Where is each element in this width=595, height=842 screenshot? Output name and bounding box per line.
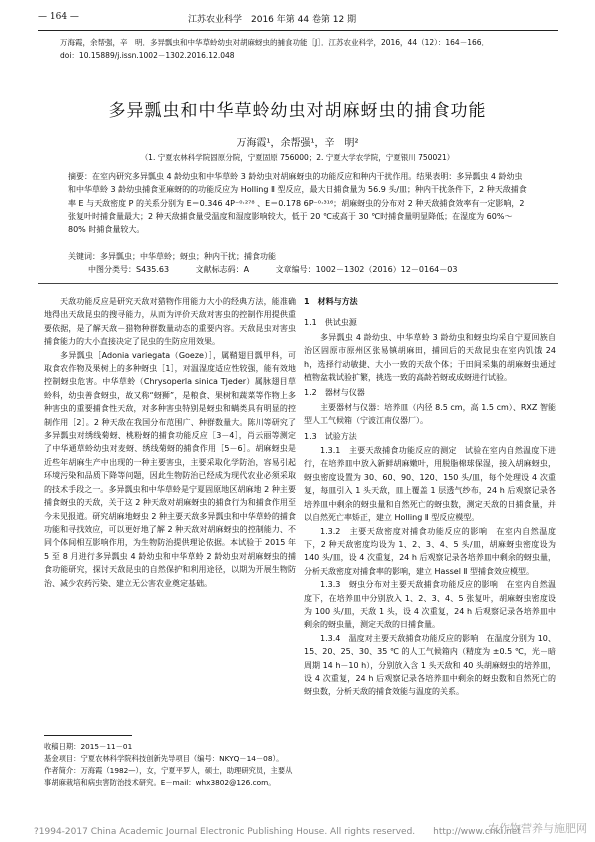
journal-line: 江苏农业科学 2016 年第 44 卷第 12 期 [188, 15, 357, 25]
watermark-text: 农作物营养与施肥网 [488, 822, 587, 835]
received-date: 收稿日期：2015－11－01 [44, 742, 133, 751]
right-column [304, 295, 556, 699]
header-rule [38, 30, 558, 31]
article-title: 多异瓢虫和中华草蛉幼虫对胡麻蚜虫的捕食功能 [108, 101, 487, 121]
body-paragraph: 多异瓢虫［Adonia variegata（Goeze）］，属鞘翅目瓢甲科，可取食农作物及果树上的多种蚜虫［1］，对温湿度适应性较强，能有效地控制蚜虫危害。中华草蛉（Chrysoperla sinica Tjeder）属脉翅目草蛉科，幼虫善食蚜虫，故又称“蚜狮”，是粮食、果树和蔬菜等作物上多种害虫的重要捕食性天敌，对多种害虫特别是蚜虫和螨类具有明显的控制作用［2］。2 种天敌在我国分布范围广、种群数量大。陈川等研究了多异瓢虫对绣线菊蚜、桃粉蚜的捕食功能反应［3－4］，肖云丽等测定了中华通草蛉幼虫对麦蚜、绣线菊蚜的捕食作用［5－6］。胡麻蚜虫是近些年胡麻生产中出现的一种主要害虫，主要采取化学防治，容易引起环境污染和品质下降等问题，因此生物防治已经成为现代农业必须采取的技术手段之一。多异瓢虫和中华草蛉是宁夏固原地区胡麻地 2 种主要捕食蚜虫的天敌，关于这 2 种天敌对胡麻蚜虫的捕食行为和捕食作用至今未见报道。研究胡麻地蚜虫 2 种主要天敌多异瓢虫和中华草蛉的捕食功能和寻找效应，可以更好地了解 2 种天敌对胡麻蚜虫的控制能力、不同个体间相互影响作用，为生物防治提供理论依据。本试验于 2015 年 5 至 8 月进行多异瓢虫 4 龄幼虫和中华草蛉 2 龄幼虫对胡麻蚜虫的捕食功能研究，探讨天敌昆虫的自然保护和利用途径，以期为开展生物防治、减少农药污染、建立无公害农业奠定基础。 [44, 350, 296, 588]
subsection-heading: 1.1 供试虫源 [304, 318, 357, 328]
keywords: 关键词：多异瓢虫；中华草蛉；蚜虫；种内干扰；捕食功能 [68, 252, 276, 261]
abstract: 摘要：在室内研究多异瓢虫 4 龄幼虫和中华草蛉 3 龄幼虫对胡麻蚜虫的功能反应和种内干扰作用。结果表明：多异瓢虫 4 龄幼虫和中华草蛉 3 龄幼虫捕食亚麻蚜的的功能反应为 Holling Ⅱ 型反应，最大日捕食量为 56.9 头/皿；种内干扰条件下，2 种天敌捕食率 E 与天敌密度 P 的关系分别为 E＝0.346 4P⁻⁰·²⁷⁸ 、E＝0.178 6P⁻⁰·³¹⁶；胡麻蚜虫的分布对 2 种天敌捕食效率有一定影响，2 张复叶时捕食量最大；2 种天敌捕食量受温度和湿度影响较大，低于 20 ℃或高于 30 ℃时捕食量明显降低；在湿度为 60%～80% 时捕食量较大。 [68, 172, 527, 235]
body-paragraph: 多异瓢虫 4 龄幼虫、中华草蛉 3 龄幼虫和蚜虫均采自宁夏回族自治区固原市原州区张易镇胡麻田，捕回后的天敌昆虫在室内饥饿 24 h，选择行动敏捷、大小一致的天敌个体；于田间采集的胡麻蚜虫通过植物盆栽试验扩繁，挑选一致的高龄若蚜或成蚜进行试验。 [304, 332, 556, 383]
fund-info: 基金项目：宁夏农林科学院科技创新先导项目（编号：NKYQ－14－08）。 [44, 754, 284, 763]
affiliation: （1. 宁夏农林科学院固原分院，宁夏固原 756000；2. 宁夏大学农学院，宁夏银川 750021） [140, 153, 455, 162]
subsection-heading: 1.2 器材与仪器 [304, 388, 365, 398]
citation-block [60, 36, 560, 62]
classification-line [88, 264, 548, 275]
footnote-rule [44, 735, 132, 736]
body-paragraph: 1.3.3 蚜虫分布对主要天敌捕食功能反应的影响 在室内自然温度下，在培养皿中分别放入 1、2、3、4、5 张复叶，胡麻蚜虫密度设为 100 头/皿，天敌 1 头，设 4 次重复，24 h 后观察记录各培养皿中剩余的蚜虫量，测定天敌的日捕食量。 [304, 580, 556, 630]
running-header [38, 10, 558, 26]
body-paragraph: 1.3.1 主要天敌捕食功能反应的测定 试验在室内自然温度下进行，在培养皿中放入新鲜胡麻嫩叶，用脱脂棉球保湿，接入胡麻蚜虫，蚜虫密度设置为 30、60、90、120、150 头/皿，每个处理设 4 次重复，每皿引入 1 头天敌，皿上覆盖 1 层透气纱布，24 h 后观察记录各培养皿中剩余的蚜虫量和自然死亡的蚜虫数，测定天敌的日捕食量，并以自然死亡率矫正，建立 Holling Ⅱ 型反应模型。 [304, 446, 556, 523]
subsection-heading: 1.3 试验方法 [304, 431, 357, 441]
section-heading: 1 材料与方法 [304, 297, 358, 306]
footnote-block [44, 741, 296, 789]
clc-number: 中图分类号：S435.63 [88, 265, 170, 274]
author-bio: 作者简介：万海霞（1982—），女，宁夏平罗人，硕士，助理研究员，主要从事胡麻栽培和病虫害防治技术研究。E－mail：whx3802@126.com。 [44, 766, 293, 787]
section-divider [38, 283, 558, 284]
body-paragraph: 1.3.4 温度对主要天敌捕食功能反应的影响 在温度分别为 10、15、20、25、30、35 ℃ 的人工气候箱内（精度为 ±0.5 ℃，光－暗周期 14 h－10 h），分别放入含 1 头天敌和 40 头胡麻蚜虫的培养皿，设 4 次重复，24 h 后观察记录各培养皿中剩余的蚜虫数和自然死亡的蚜虫数，分析天敌的捕食效能与温度的关系。 [304, 633, 556, 697]
body-paragraph: 1.3.2 主要天敌密度对捕食功能反应的影响 在室内自然温度下，2 种天敌密度均设为 1、2、3、4、5 头/皿，胡麻蚜虫密度设为 140 头/皿，设 4 次重复，24 h 后观察记录各培养皿中剩余的蚜虫量，分析天敌密度对捕食率的影响，建立 Hassel Ⅱ 型捕食效应模型。 [304, 526, 556, 576]
body-paragraph: 天敌功能反应是研究天敌对猎物作用能力大小的经典方法，能准确地得出天敌昆虫的搜寻能力，从而为评价天敌对害虫的控制作用提供重要依据，是了解天敌－猎物种群数量动态的重要内容。天敌昆虫对害虫捕食能力的大小直接决定了昆虫的生防应用效果。 [44, 297, 296, 347]
body-paragraph: 主要器材与仪器：培养皿（内径 8.5 cm，高 1.5 cm）、RXZ 智能型人工气候箱（宁波江南仪器厂）。 [304, 402, 556, 426]
document-code: 文献标志码：A [195, 265, 250, 274]
page-number: — 164 — [38, 12, 79, 22]
doi-line: doi：10.15889/j.issn.1002－1302.2016.12.048 [60, 51, 235, 60]
author-list: 万海霞¹，余帮强¹，辛 明² [236, 138, 359, 149]
page-footer [0, 818, 595, 838]
citation-line: 万海霞，余帮强，辛 明．多异瓢虫和中华草蛉幼虫对胡麻蚜虫的捕食功能［J］．江苏农业科学，2016，44（12）：164－166． [60, 38, 490, 47]
copyright-line: ?1994-2017 China Academic Journal Electronic Publishing House. All rights reserved. http://www.cnki.net [34, 827, 521, 837]
article-number: 文章编号：1002－1302（2016）12－0164－03 [275, 265, 458, 274]
left-column [44, 295, 296, 590]
